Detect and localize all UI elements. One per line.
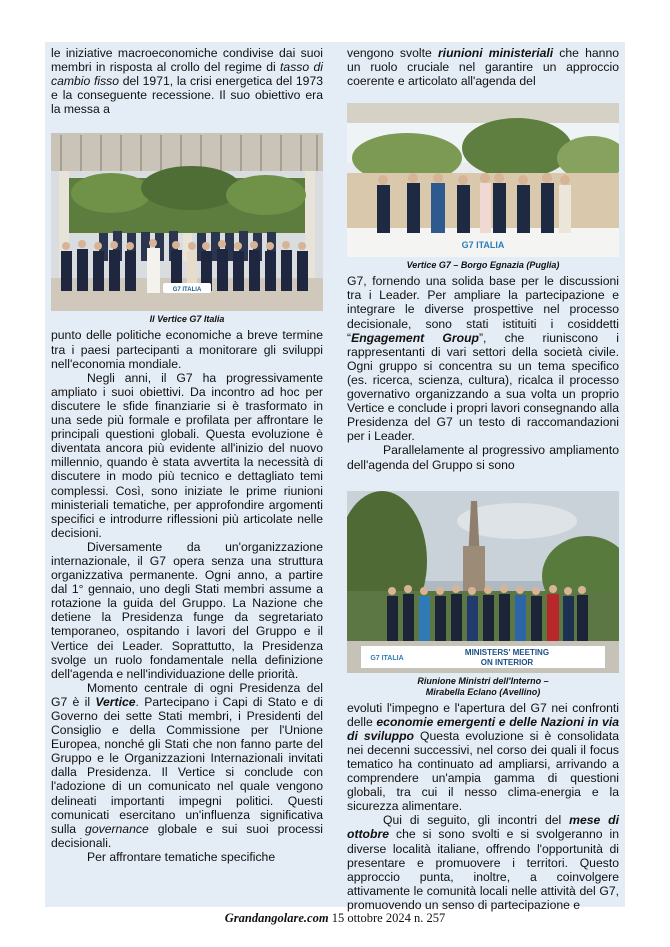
photo-caption-line-1: Riunione Ministri dell'Interno – xyxy=(417,675,549,686)
left-paragraph-1 xyxy=(51,46,323,116)
right-paragraph-2 xyxy=(347,274,619,443)
left-paragraph-2: punto delle politiche economiche a breve termine tra i paesi partecipanti a monitorare gli sviluppi nell'economia mondiale. xyxy=(51,328,323,371)
borgo-egnazia-summit-photo xyxy=(347,103,619,257)
page-panel xyxy=(45,42,625,912)
emphasized-text: economie emergenti e delle Nazioni in via di sviluppo xyxy=(347,714,619,743)
emphasized-text: Vertice xyxy=(95,694,136,709)
emphasized-text: Engagement Group xyxy=(351,330,479,345)
italic-text: governance xyxy=(85,821,149,836)
text-run: evoluti l'impegno e l'apertura del G7 nei confronti delle xyxy=(347,700,619,729)
banner-logo-text: G7 ITALIA xyxy=(370,654,404,662)
left-column xyxy=(51,46,323,864)
left-paragraph-5 xyxy=(51,681,323,850)
text-run: le iniziative macroeconomiche condivise dai suoi membri in risposta al crollo del regime di xyxy=(51,46,323,75)
left-paragraph-6: Per affrontare tematiche specifiche xyxy=(87,849,276,864)
text-run: che hanno un ruolo cruciale nel garantire un approccio coerente e articolato all'agenda del xyxy=(347,46,620,89)
text-run: Qui di seguito, gli incontri del xyxy=(383,813,570,828)
text-run: G7, fornendo una solida base per le discussioni tra i Leader. Per ampliare la partecipazione e integrare le diverse prospettive nel processo decisionale, sono stati istituiti i cosiddetti “ xyxy=(347,274,619,345)
g7-summit-group-photo xyxy=(51,133,323,311)
photo-caption: Vertice G7 – Borgo Egnazia (Puglia) xyxy=(406,260,560,271)
text-run: . Partecipano i Capi di Stato e di Governo dei sette Stati membri, i Presidenti del Consiglio e della Commissione per l'Unione Europea, nonché gli Stati che non fanno parte del Gruppo e le Organizzazioni Internazionali invitati dalla Presidenza. Il Vertice si conclude con l'adozione di un comunicato nel quale vengono delineati importanti impegni politici. Questi comunicati esercitano un'influenza significativa sulla xyxy=(51,694,323,836)
left-paragraph-3: Negli anni, il G7 ha progressivamente ampliato i suoi obiettivi. Da incontro ad hoc per discutere le sfide finanziarie si è trasformato in una sede più formale e profilata per affrontare le principali questioni globali. Questa evoluzione è diventata ancora più evidente all'inizio del nuovo millennio, quando è stata avvertita la necessità di discutere in modo più tecnico e dettagliato temi complessi. Così, sono iniziate le prime riunioni ministeriali tematiche, per approfondire argomenti specifici e introdurre riflessioni più articolate nelle decisioni. xyxy=(51,370,323,540)
right-paragraph-1 xyxy=(347,46,619,88)
text-run: Questa evoluzione si è consolidata nei decenni successivi, nel corso dei quali il focus tematico ha continuato ad ampliarsi, arrivando a comprendere un'ampia gamma di questioni globali, tra cui il nesso clima-energia e la sicurezza alimentare. xyxy=(347,728,619,814)
photo-caption-line-2: Mirabella Eclano (Avellino) xyxy=(425,686,541,697)
photo-caption xyxy=(347,676,619,698)
right-column xyxy=(347,46,619,912)
g7-logo-text: G7 ITALIA xyxy=(172,287,202,294)
banner-title-line-1: MINISTERS' MEETING xyxy=(464,647,550,657)
italic-text: tasso di cambio fisso xyxy=(51,60,323,89)
right-paragraph-3: Parallelamente al progressivo ampliamento dell'agenda del Gruppo si sono xyxy=(347,443,619,472)
interior-ministers-meeting-photo xyxy=(347,491,619,673)
photo-caption: Il Vertice G7 Italia xyxy=(149,314,225,325)
emphasized-text: mese di ottobre xyxy=(347,813,619,842)
g7-logo-text: G7 ITALIA xyxy=(461,240,505,251)
text-run: ”, che riuniscono i rappresentanti di vari settori della società civile. Ogni gruppo si concentra su un tema specifico (es. ricerca, scienza, cultura), ricalca il processo governativo organizzando a sua volta un proprio Vertice e conclude i propri lavori consegnando alla Presidenza del G7 un testo di raccomandazioni per i Leader. xyxy=(347,330,619,444)
text-run: che si sono svolti e si svolgeranno in diverse località italiane, offrendo l'opportunità di presentare e promuovere i territori. Questo approccio punta, inoltre, a coinvolgere attivamente le comunità locali nelle attività del G7, promuovendo un senso di partecipazione e xyxy=(347,827,619,912)
left-paragraph-4: Diversamente da un'organizzazione internazionale, il G7 opera senza una struttura organizzativa permanente. Ogni anno, a partire dal 1° gennaio, uno degli Stati membri assume a rotazione la guida del Gruppo. La Nazione che detiene la Presidenza funge da segretariato temporaneo, ospitando i lavori del Gruppo e il Vertice dei Leader. Soprattutto, la Presidenza svolge un ruolo fondamentale nella definizione dell'agenda e nell'individuazione delle priorità. xyxy=(51,539,323,681)
right-paragraph-4 xyxy=(347,701,619,814)
text-run: globale e sui suoi processi decisionali. xyxy=(51,821,323,850)
banner-title-line-2: ON INTERIOR xyxy=(480,657,534,667)
emphasized-text: riunioni ministeriali xyxy=(437,46,554,60)
footer-site: Grandangolare.com xyxy=(224,911,329,925)
page-footer xyxy=(0,911,670,926)
text-run: Momento centrale di ogni Presidenza del G7 è il xyxy=(51,680,323,709)
footer-issue: 15 ottobre 2024 n. 257 xyxy=(328,911,446,925)
right-paragraph-5 xyxy=(347,813,619,912)
text-run: vengono svolte xyxy=(347,46,438,60)
text-run: del 1971, la crisi energetica del 1973 e la conseguente recessione. Il suo obiettivo era la messa a xyxy=(51,74,323,117)
